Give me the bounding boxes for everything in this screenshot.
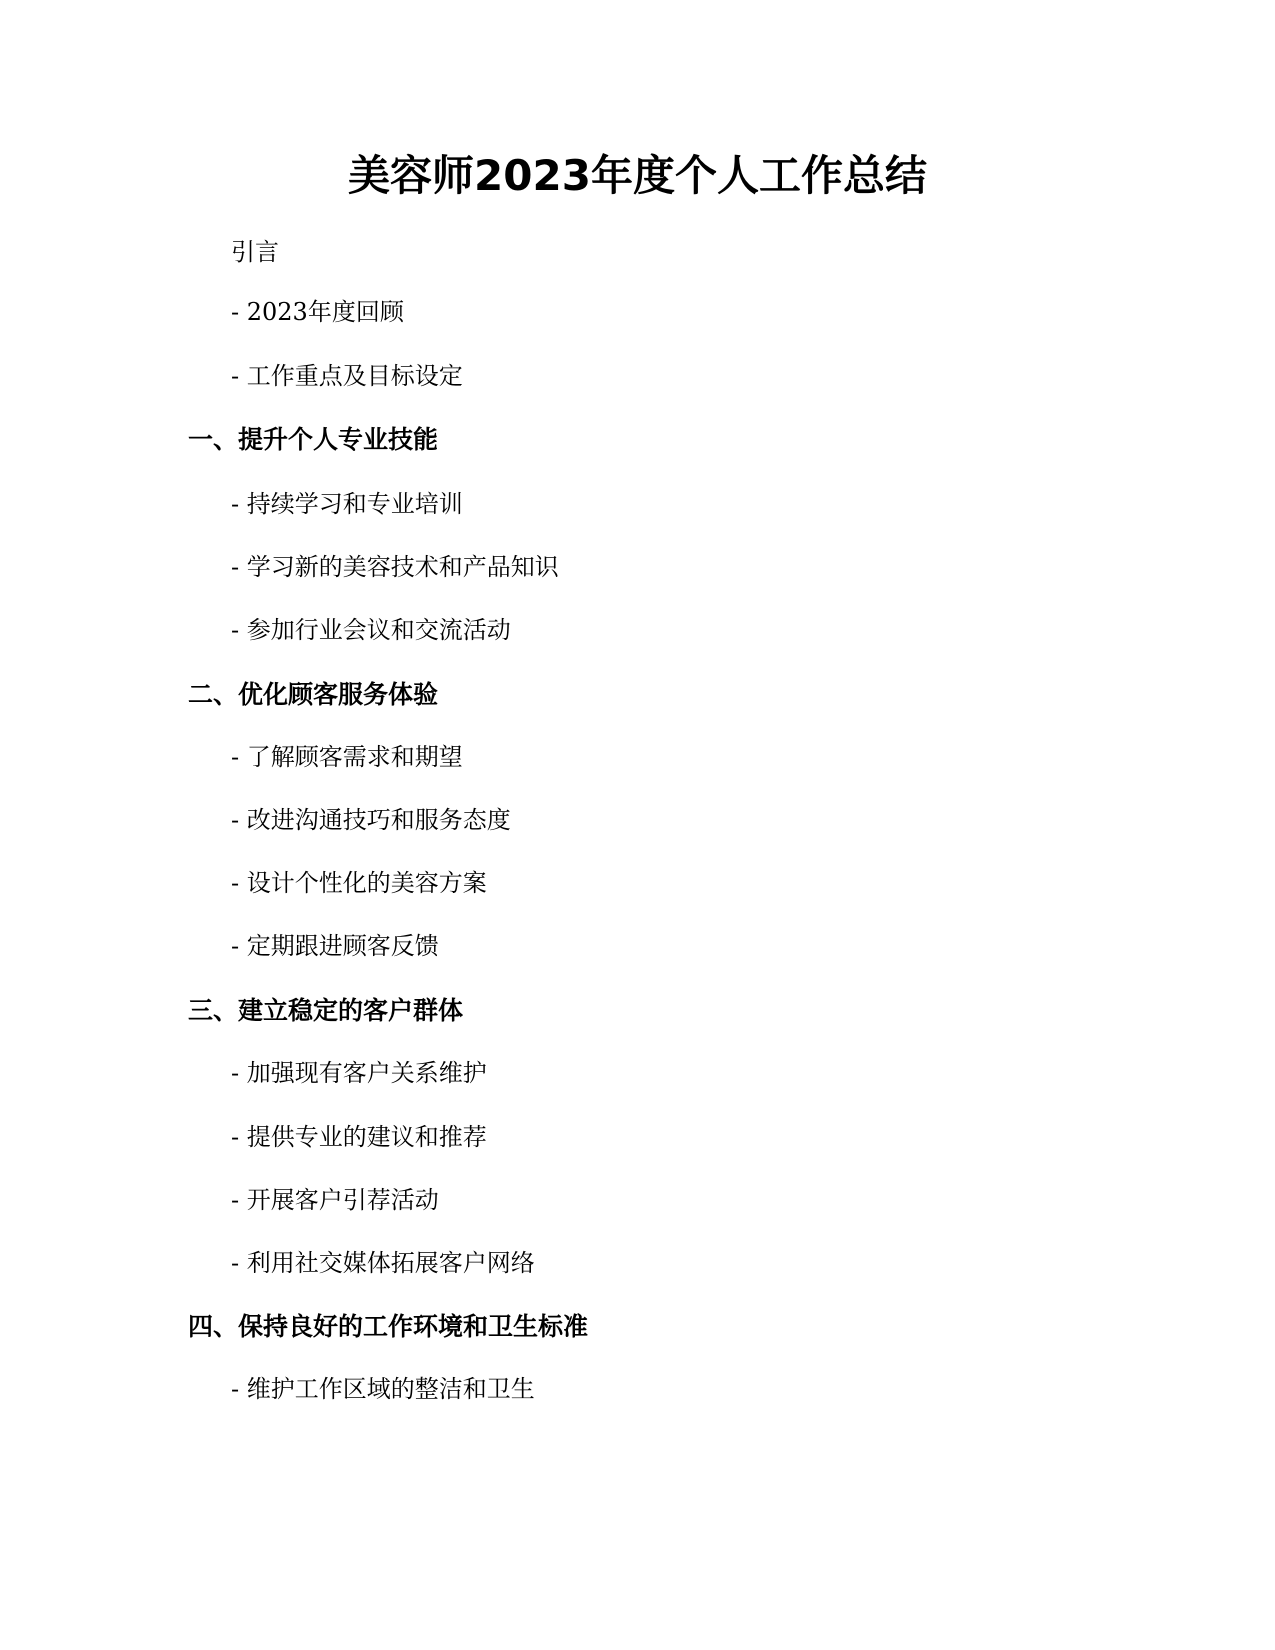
section-heading: 二、优化顾客服务体验 [188, 680, 439, 709]
section-heading: 四、保持良好的工作环境和卫生标准 [188, 1312, 589, 1341]
section-heading: 三、建立稳定的客户群体 [188, 996, 464, 1025]
intro-item: - 2023年度回顾 [231, 298, 404, 326]
section-item: - 设计个性化的美容方案 [231, 869, 487, 897]
section-item: - 定期跟进顾客反馈 [231, 932, 439, 960]
section-item: - 学习新的美容技术和产品知识 [231, 553, 559, 581]
section-item: - 改进沟通技巧和服务态度 [231, 806, 511, 834]
section-item: - 加强现有客户关系维护 [231, 1059, 487, 1087]
section-item: - 利用社交媒体拓展客户网络 [231, 1249, 535, 1277]
section-item: - 开展客户引荐活动 [231, 1186, 439, 1214]
section-item: - 了解顾客需求和期望 [231, 743, 463, 771]
section-item: - 持续学习和专业培训 [231, 490, 463, 518]
document-title: 美容师2023年度个人工作总结 [348, 151, 927, 200]
section-item: - 参加行业会议和交流活动 [231, 616, 511, 644]
section-item: - 维护工作区域的整洁和卫生 [231, 1375, 535, 1403]
intro-item: - 工作重点及目标设定 [231, 362, 463, 390]
intro-label: 引言 [231, 238, 279, 266]
section-heading: 一、提升个人专业技能 [188, 425, 439, 454]
section-item: - 提供专业的建议和推荐 [231, 1123, 487, 1151]
